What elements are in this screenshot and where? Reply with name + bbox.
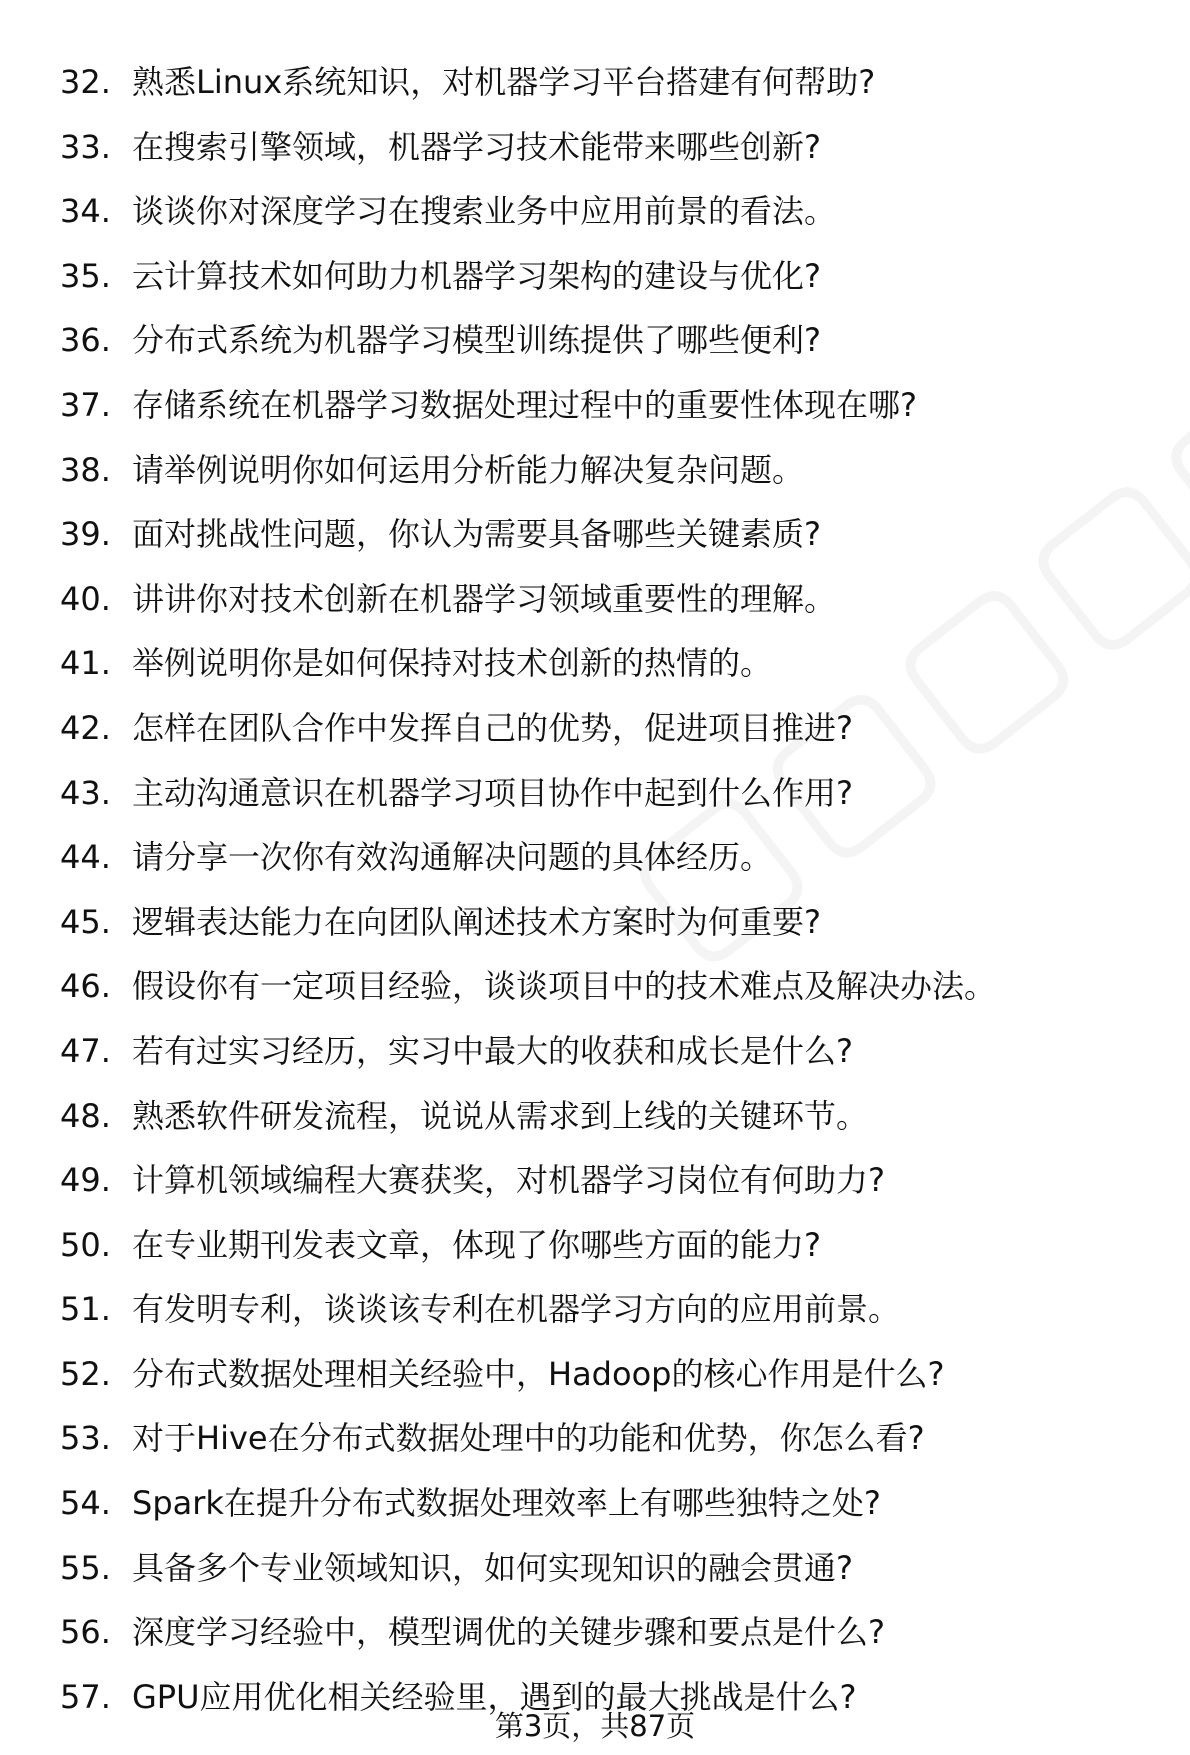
question-number: 44.: [60, 838, 111, 877]
question-text: 请分享一次你有效沟通解决问题的具体经历。: [132, 838, 773, 877]
question-number: 53.: [60, 1419, 111, 1458]
question-text: 计算机领域编程大赛获奖，对机器学习岗位有何助力?: [132, 1161, 885, 1200]
list-item: [60, 1342, 1140, 1407]
list-item: [60, 115, 1140, 180]
question-text: 主动沟通意识在机器学习项目协作中起到什么作用?: [132, 773, 853, 812]
question-number: 49.: [60, 1161, 111, 1200]
question-number: 54.: [60, 1484, 111, 1523]
question-number: 46.: [60, 967, 111, 1006]
list-item: [60, 696, 1140, 761]
question-text: 有发明专利，谈谈该专利在机器学习方向的应用前景。: [132, 1290, 901, 1329]
question-number: 33.: [60, 127, 111, 166]
list-item: [60, 890, 1140, 955]
list-item: [60, 373, 1140, 438]
question-number: 48.: [60, 1096, 111, 1135]
question-text: 面对挑战性问题，你认为需要具备哪些关键素质?: [132, 515, 821, 554]
question-text: 分布式系统为机器学习模型训练提供了哪些便利?: [132, 321, 821, 360]
question-number: 32.: [60, 63, 111, 101]
list-item: [60, 761, 1140, 826]
question-number: 35.: [60, 256, 111, 295]
list-item: [60, 1019, 1140, 1084]
question-text: GPU应用优化相关经验里，遇到的最大挑战是什么?: [132, 1677, 857, 1716]
question-text: 熟悉Linux系统知识，对机器学习平台搭建有何帮助?: [132, 63, 876, 101]
list-item: [60, 502, 1140, 567]
question-number: 38.: [60, 450, 111, 489]
question-number: 51.: [60, 1290, 111, 1329]
question-number: 43.: [60, 773, 111, 812]
question-text: 在搜索引擎领域，机器学习技术能带来哪些创新?: [132, 127, 821, 166]
question-list: [60, 50, 1140, 1729]
list-item: [60, 1406, 1140, 1471]
question-number: 50.: [60, 1225, 111, 1264]
question-text: 举例说明你是如何保持对技术创新的热情的。: [132, 644, 773, 683]
list-item: [60, 954, 1140, 1019]
question-text: 云计算技术如何助力机器学习架构的建设与优化?: [132, 256, 821, 295]
list-item: [60, 631, 1140, 696]
list-item: [60, 1148, 1140, 1213]
question-number: 37.: [60, 385, 111, 424]
list-item: [60, 244, 1140, 309]
question-text: 分布式数据处理相关经验中，Hadoop的核心作用是什么?: [132, 1354, 945, 1393]
question-text: 讲讲你对技术创新在机器学习领域重要性的理解。: [132, 579, 837, 618]
question-text: 假设你有一定项目经验，谈谈项目中的技术难点及解决办法。: [132, 967, 997, 1006]
question-number: 40.: [60, 579, 111, 618]
question-text: 具备多个专业领域知识，如何实现知识的融会贯通?: [132, 1548, 853, 1587]
question-text: 逻辑表达能力在向团队阐述技术方案时为何重要?: [132, 902, 821, 941]
question-number: 56.: [60, 1613, 111, 1652]
question-number: 52.: [60, 1354, 111, 1393]
list-item: [60, 308, 1140, 373]
question-text: 若有过实习经历，实习中最大的收获和成长是什么?: [132, 1031, 853, 1070]
question-text: 对于Hive在分布式数据处理中的功能和优势，你怎么看?: [132, 1419, 925, 1458]
question-text: 怎样在团队合作中发挥自己的优势，促进项目推进?: [132, 708, 853, 747]
list-item: [60, 1213, 1140, 1278]
question-text: 深度学习经验中，模型调优的关键步骤和要点是什么?: [132, 1613, 885, 1652]
question-text: 在专业期刊发表文章，体现了你哪些方面的能力?: [132, 1225, 821, 1264]
question-text: Spark在提升分布式数据处理效率上有哪些独特之处?: [132, 1484, 881, 1523]
question-number: 36.: [60, 321, 111, 360]
list-item: [60, 1084, 1140, 1149]
list-item: [60, 179, 1140, 244]
list-item: [60, 1536, 1140, 1601]
list-item: [60, 1600, 1140, 1665]
question-text: 谈谈你对深度学习在搜索业务中应用前景的看法。: [132, 192, 837, 231]
question-text: 请举例说明你如何运用分析能力解决复杂问题。: [132, 450, 805, 489]
list-item: [60, 438, 1140, 503]
question-number: 42.: [60, 708, 111, 747]
list-item: [60, 1277, 1140, 1342]
question-text: 熟悉软件研发流程，说说从需求到上线的关键环节。: [132, 1096, 869, 1135]
question-number: 55.: [60, 1548, 111, 1587]
question-number: 47.: [60, 1031, 111, 1070]
page-footer: 第3页，共87页: [494, 1709, 696, 1743]
question-number: 45.: [60, 902, 111, 941]
question-number: 34.: [60, 192, 111, 231]
list-item: [60, 567, 1140, 632]
list-item: [60, 825, 1140, 890]
question-number: 39.: [60, 515, 111, 554]
question-number: 41.: [60, 644, 111, 683]
question-text: 存储系统在机器学习数据处理过程中的重要性体现在哪?: [132, 385, 917, 424]
list-item: [60, 1471, 1140, 1536]
question-number: 57.: [60, 1677, 111, 1716]
list-item: [60, 50, 1140, 115]
